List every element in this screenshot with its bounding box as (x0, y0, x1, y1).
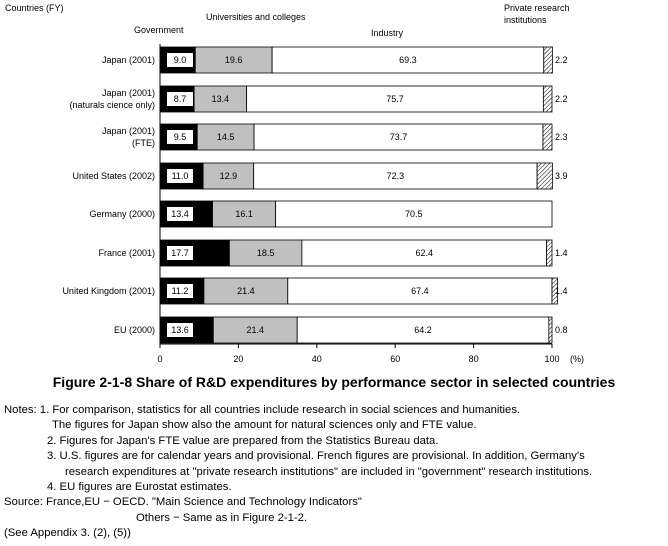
value-label: 2.3 (555, 132, 568, 142)
bars (160, 47, 568, 343)
bar-segment (543, 86, 552, 112)
category-labels (62, 55, 155, 335)
x-tick-label: 60 (390, 354, 401, 364)
source-line: Others − Same as in Figure 2-1-2. (136, 511, 308, 524)
x-tick-label: 20 (233, 354, 244, 364)
value-label: 70.5 (405, 209, 423, 219)
value-label: 62.4 (415, 248, 433, 258)
legend-industry: Industry (371, 28, 404, 38)
value-label: 2.2 (555, 55, 568, 65)
value-label: 8.7 (173, 94, 187, 104)
legend-universities: Universities and colleges (206, 12, 306, 22)
value-label: 64.2 (414, 325, 432, 335)
legend-government: Government (134, 25, 184, 35)
value-label: 73.7 (389, 132, 408, 142)
legend-private-research: institutions (504, 15, 547, 25)
category-label: (naturals cience only) (69, 100, 155, 110)
value-label: 21.4 (237, 286, 255, 296)
value-label: 19.6 (224, 55, 243, 65)
x-tick-label: 40 (311, 354, 322, 364)
figure-caption: Figure 2-1-8 Share of R&D expenditures by performance sector in selected countries (52, 374, 616, 390)
value-label: 1.4 (555, 286, 568, 296)
legend-private-research: Private research (504, 3, 570, 13)
value-label: 69.3 (399, 55, 417, 65)
value-label: 9.0 (173, 55, 187, 65)
value-label: 9.5 (173, 132, 187, 142)
note-line: 3. U.S. figures are for calendar years and provisional. French figures are provisional. In addition, Germany's (47, 450, 585, 463)
value-label: 75.7 (386, 94, 404, 104)
x-tick-label: 0 (157, 354, 163, 364)
value-label: 72.3 (386, 171, 405, 181)
x-tick-label: 100 (544, 354, 560, 364)
unit-label: (%) (570, 354, 584, 364)
category-label: (FTE) (132, 138, 155, 148)
note-line: 2. Figures for Japan's FTE value are prepared from the Statistics Bureau data. (47, 434, 439, 447)
category-label: France (2001) (98, 248, 155, 258)
note-line: Notes: 1. For comparison, statistics for all countries include research in social sciences and humanities. (4, 404, 521, 416)
value-label: 67.4 (411, 286, 429, 296)
axis-title: Countries (FY) (5, 3, 64, 13)
x-tick-label: 80 (468, 354, 479, 364)
bar-segment (547, 240, 552, 266)
source-line: Source: France,EU − OECD. "Main Science and Technology Indicators" (4, 496, 362, 509)
value-label: 2.2 (555, 94, 568, 104)
value-label: 17.7 (171, 248, 189, 258)
category-label: Japan (2001) (101, 55, 155, 65)
value-label: 11.0 (171, 171, 189, 181)
bar-segment (543, 124, 552, 150)
value-label: 13.4 (211, 94, 230, 104)
note-line: research expenditures at "private research institutions" are included in "government" research institutions. (65, 465, 593, 478)
appendix-line: (See Appendix 3. (2), (5)) (4, 527, 131, 540)
category-label: Germany (2000) (89, 209, 155, 219)
value-label: 1.4 (555, 248, 568, 258)
value-label: 14.5 (216, 132, 235, 142)
bar-segment (537, 163, 552, 189)
value-label: 13.6 (171, 325, 189, 335)
notes (4, 403, 664, 542)
note-line: 4. EU figures are Eurostat estimates. (47, 481, 232, 494)
value-label: 16.1 (235, 209, 253, 219)
note-line: The figures for Japan show also the amount for natural sciences only and FTE value. (52, 419, 477, 432)
category-label: United Kingdom (2001) (62, 286, 155, 296)
value-label: 12.9 (219, 171, 238, 181)
value-label: 18.5 (256, 248, 275, 258)
value-label: 11.2 (171, 286, 189, 296)
value-label: 21.4 (246, 325, 265, 335)
bar-segment (544, 47, 553, 73)
legend (5, 3, 570, 38)
value-label: 3.9 (555, 171, 568, 181)
category-label: EU (2000) (113, 325, 155, 335)
value-label: 13.4 (171, 209, 189, 219)
bar-segment (549, 317, 552, 343)
category-label: Japan (2001) (101, 88, 155, 98)
category-label: Japan (2001) (101, 126, 155, 136)
category-label: United States (2002) (72, 171, 155, 181)
value-label: 0.8 (555, 325, 568, 335)
